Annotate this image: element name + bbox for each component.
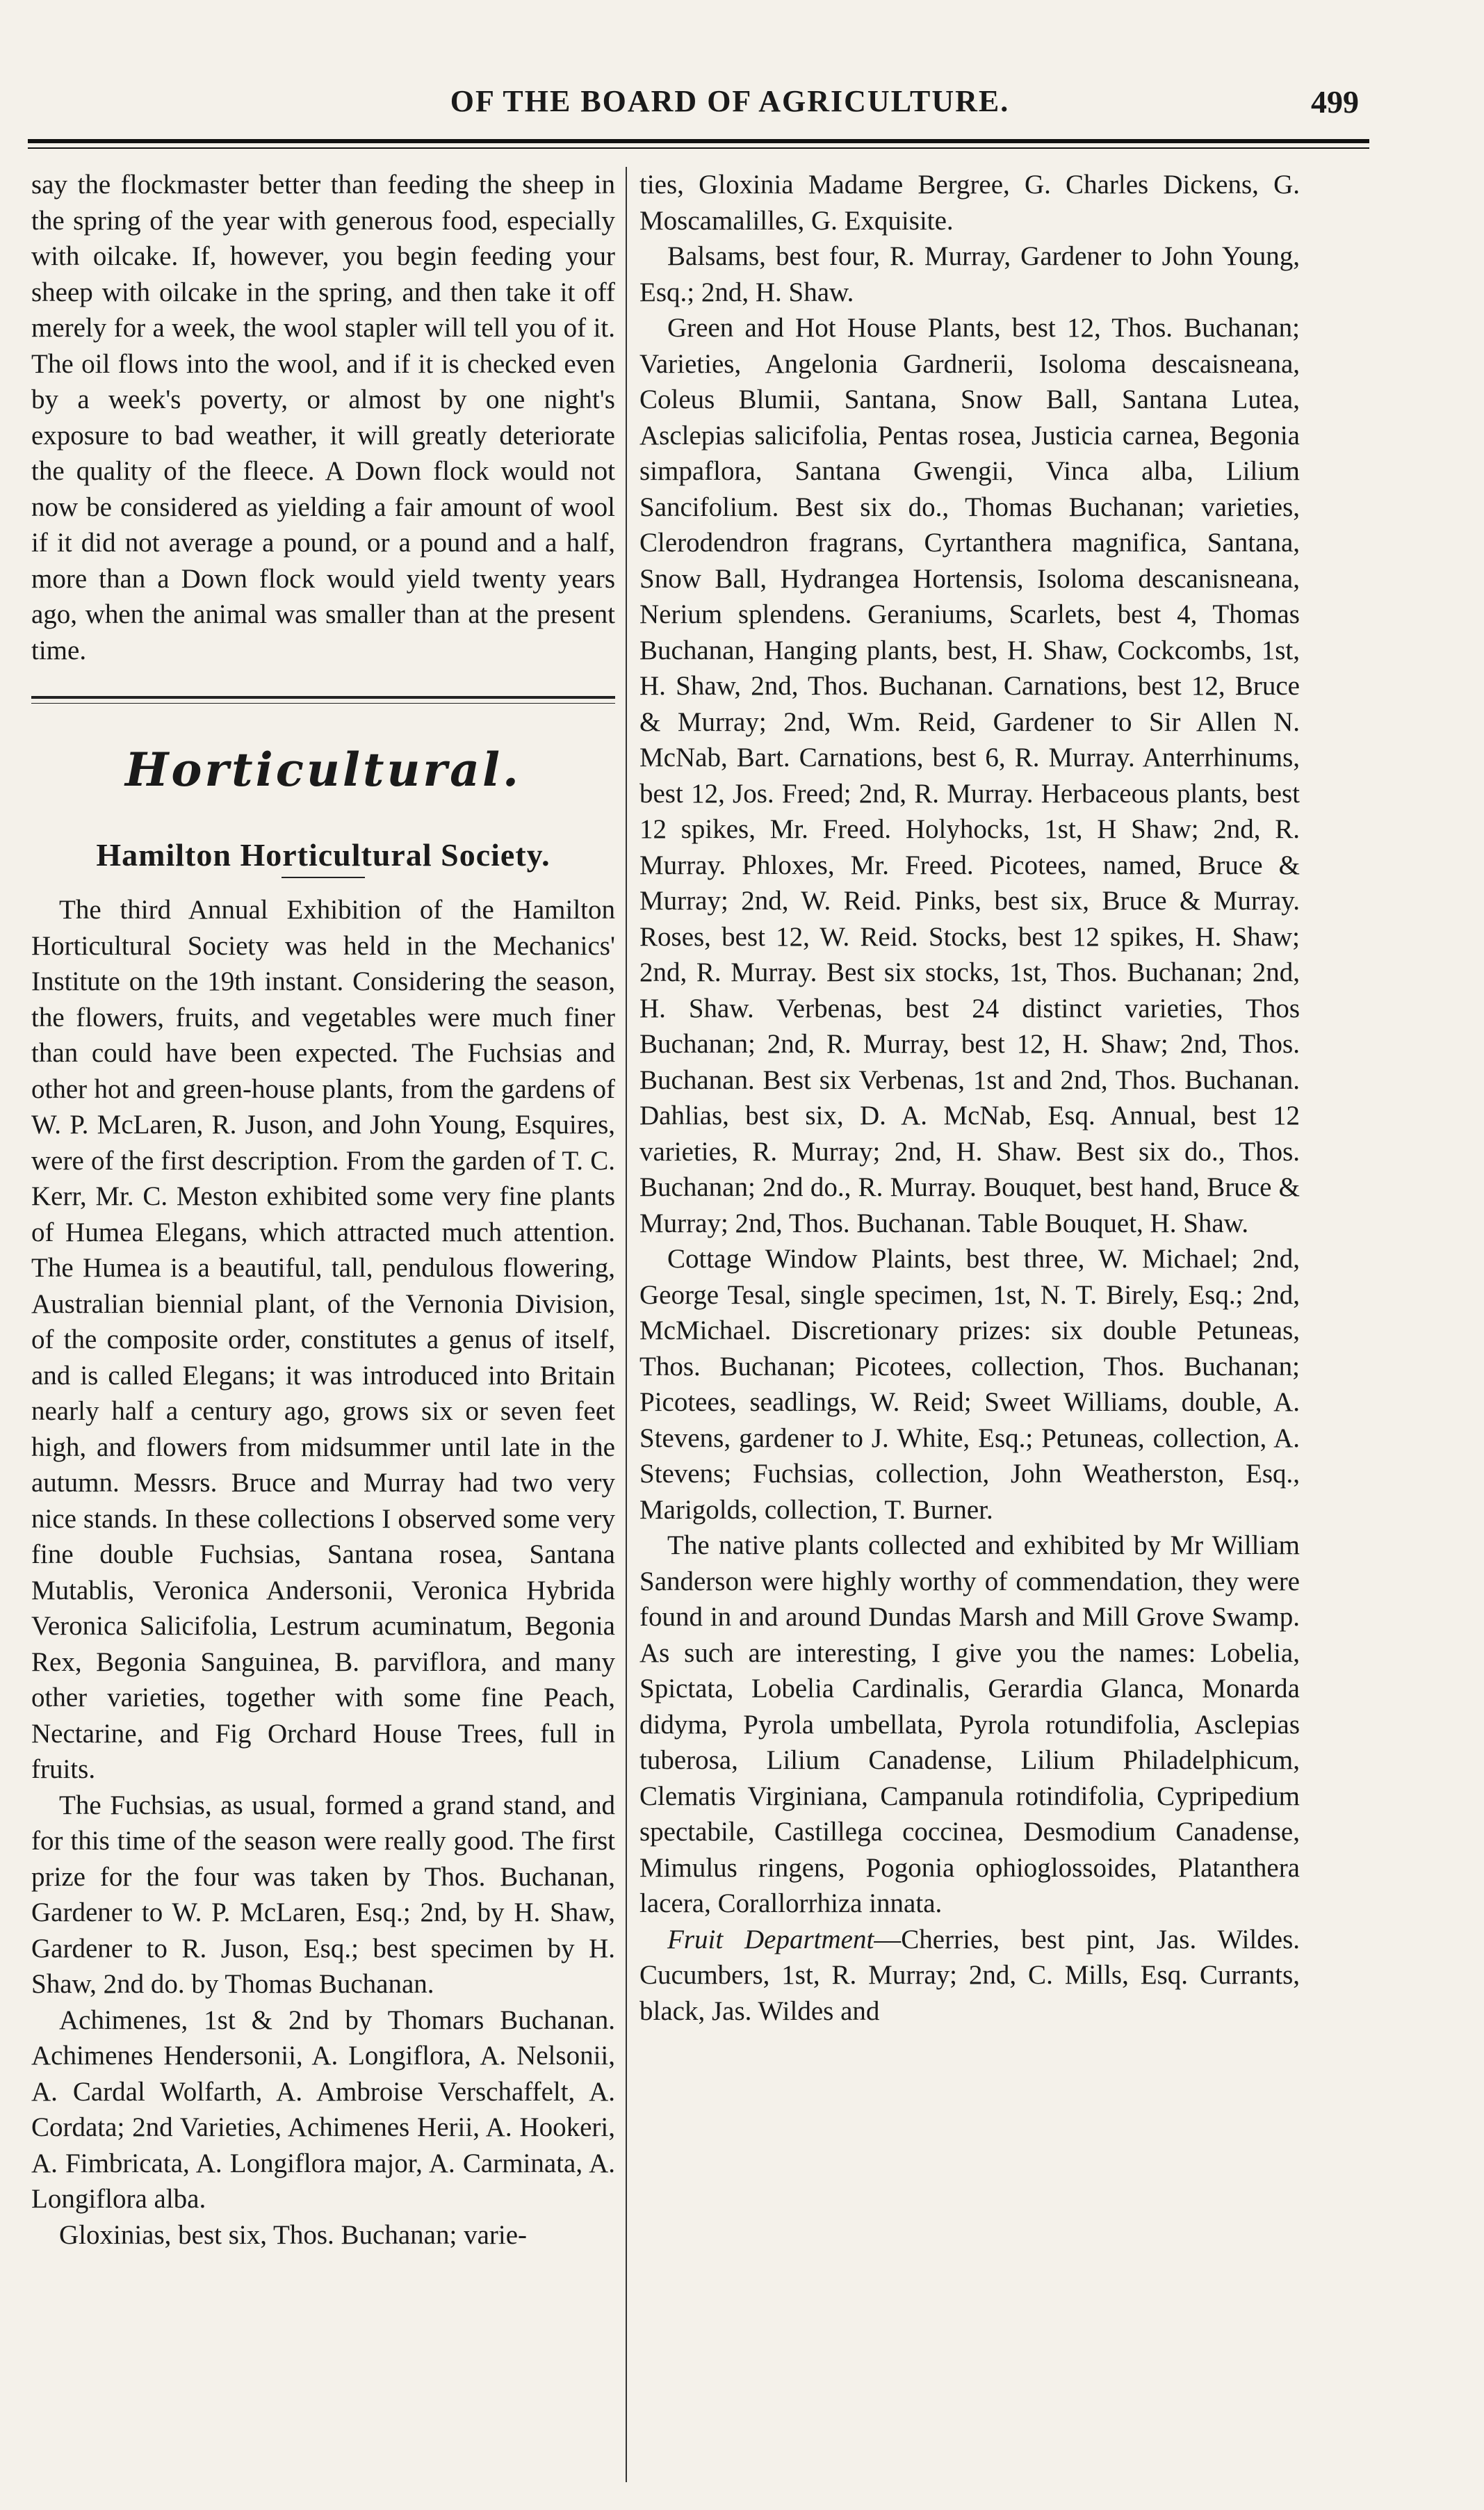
page-number: 499 [1311, 84, 1359, 120]
running-title: OF THE BOARD OF AGRICULTURE. [450, 84, 1010, 118]
article-paragraph: Balsams, best four, R. Murray, Gardener to John Young, Esq.; 2nd, H. Shaw. [639, 241, 1300, 307]
continuation-paragraph: say the flockmaster better than feeding the sheep in the spring of the year with generous food, especially with oilcake. If, however, you begin feeding your sheep with oilcake in the spring, and then take it off merely for a week, the wool stapler will tell you of it. The oil flows into the wool, and if it is checked even by a week's poverty, or almost by one night's exposure to bad weather, it will greatly deteriorate the quality of the fleece. A Down flock would not now be considered as yielding a fair amount of wool if it did not average a pound, or a pound and a half, more than a Down flock would yield twenty years ago, when the animal was smaller than at the present time. [31, 170, 615, 665]
title-underline [282, 877, 365, 878]
section-divider [31, 696, 615, 699]
article-paragraph: ties, Gloxinia Madame Bergree, G. Charles Dickens, G. Moscamalilles, G. Exquisite. [639, 170, 1300, 236]
fruit-department-text: —Cherries, best pint, Jas. Wildes. Cucumbers, 1st, R. Murray; 2nd, C. Mills, Esq. Currants, black, Jas. Wildes and [639, 1924, 1300, 2026]
article-paragraph: The third Annual Exhibition of the Hamilton Horticultural Society was held in the Mechanics' Institute on the 19th instant. Considering the season, the flowers, fruits, and vegetables were much finer than could have been expected. The Fuchsias and other hot and green-house plants, from the gardens of W. P. McLaren, R. Juson, and John Young, Esquires, were of the first description. From the garden of T. C. Kerr, Mr. C. Meston exhibited some very fine plants of Humea Elegans, which attracted much attention. The Humea is a beautiful, tall, pendulous flowering, Australian biennial plant, of the Vernonia Division, of the composite order, constitutes a genus of itself, and is called Elegans; it was introduced into Britain nearly half a century ago, grows six or seven feet high, and flowers from midsummer until late in the autumn. Messrs. Bruce and Murray had two very nice stands. In these collections I observed some very fine double Fuchsias, Santana rosea, Santana Mutablis, Veronica Andersonii, Veronica Hybrida Veronica Salicifolia, Lestrum acuminatum, Begonia Rex, Begonia Sanguinea, B. parviflora, and many other varieties, together with some fine Peach, Nectarine, and Fig Orchard House Trees, full in fruits. [31, 895, 615, 1784]
article-paragraph: Gloxinias, best six, Thos. Buchanan; varie- [59, 2219, 527, 2250]
left-column [31, 167, 615, 2496]
section-divider-thin [31, 703, 615, 704]
column-divider [626, 167, 627, 2482]
running-head [0, 83, 1484, 139]
section-heading: Horticultural. [124, 743, 521, 797]
header-rule-thin [28, 147, 1369, 149]
article-paragraph: The Fuchsias, as usual, formed a grand stand, and for this time of the season were really good. The first prize for the four was taken by Thos. Buchanan, Gardener to W. P. McLaren, Esq.; 2nd, by H. Shaw, Gardener to R. Juson, Esq.; best specimen by H. Shaw, 2nd do. by Thomas Buchanan. [31, 1790, 615, 1999]
fruit-department-label: Fruit Department [667, 1924, 874, 1954]
right-column [639, 167, 1300, 2496]
article-paragraph: The native plants collected and exhibited by Mr William Sanderson were highly worthy of commendation, they were found in and around Dundas Marsh and Mill Grove Swamp. As such are interesting, I give you the names: Lobelia, Spictata, Lobelia Cardinalis, Gerardia Glanca, Monarda didyma, Pyrola umbellata, Pyrola rotundifolia, Asclepias tuberosa, Lilium Canadense, Lilium Philadelphicum, Clematis Virginiana, Campanula rotindifolia, Cypripedium spectabile, Castillega coccinea, Desmodium Canadense, Mimulus ringens, Pogonia ophioglossoides, Platanthera lacera, Corallorrhiza innata. [639, 1530, 1300, 1918]
article-paragraph: Green and Hot House Plants, best 12, Thos. Buchanan; Varieties, Angelonia Gardnerii, Isoloma descaisneana, Coleus Blumii, Santana, Snow Ball, Santana Lutea, Asclepias salicifolia, Pentas rosea, Justicia carnea, Begonia simpaflora, Santana Gwengii, Vinca alba, Lilium Sancifolium. Best six do., Thomas Buchanan; varieties, Clerodendron fragrans, Cyrtanthera magnifica, Santana, Snow Ball, Hydrangea Hortensis, Isoloma descanisneana, Nerium splendens. Geraniums, Scarlets, best 4, Thomas Buchanan, Hanging plants, best, H. Shaw, Cockcombs, 1st, H. Shaw, 2nd, Thos. Buchanan. Carnations, best 12, Bruce & Murray; 2nd, Wm. Reid, Gardener to Sir Allen N. McNab, Bart. Carnations, best 6, R. Murray. Anterrhinums, best 12, Jos. Freed; 2nd, R. Murray. Herbaceous plants, best 12 spikes, Mr. Freed. Holyhocks, 1st, H Shaw; 2nd, R. Murray. Phloxes, Mr. Freed. Picotees, named, Bruce & Murray; 2nd, W. Reid. Pinks, best six, Bruce & Murray. Roses, best 12, W. Reid. Stocks, best 12 spikes, H. Shaw; 2nd, R. Murray. Best six stocks, 1st, Thos. Buchanan; 2nd, H. Shaw. Verbenas, best 24 distinct varieties, Thos Buchanan; 2nd, R. Murray, best 12, H. Shaw; 2nd, Thos. Buchanan. Best six Verbenas, 1st and 2nd, Thos. Buchanan. Dahlias, best six, D. A. McNab, Esq. Annual, best 12 varieties, R. Murray; 2nd, H. Shaw. Best six do., Thos. Buchanan; 2nd do., R. Murray. Bouquet, best hand, Bruce & Murray; 2nd, Thos. Buchanan. Table Bouquet, H. Shaw. [639, 313, 1300, 1238]
article-paragraph: Achimenes, 1st & 2nd by Thomars Buchanan. Achimenes Hendersonii, A. Longiflora, A. Nelsonii, A. Cardal Wolfarth, A. Ambroise Verschaffelt, A. Cordata; 2nd Varieties, Achimenes Herii, A. Hookeri, A. Fimbricata, A. Longiflora major, A. Carminata, A. Longiflora alba. [31, 2005, 615, 2214]
fruit-department-paragraph [639, 1922, 1300, 2030]
article-paragraph: Cottage Window Plaints, best three, W. Michael; 2nd, George Tesal, single specimen, 1st, N. T. Birely, Esq.; 2nd, McMichael. Discretionary prizes: six double Petuneas, Thos. Buchanan; Picotees, collection, Thos. Buchanan; Picotees, seadlings, W. Reid; Sweet Williams, double, A. Stevens, gardener to J. White, Esq.; Petuneas, collection, A. Stevens; Fuchsias, collection, John Weatherston, Esq., Marigolds, collection, T. Burner. [639, 1244, 1300, 1525]
header-rule [28, 139, 1369, 143]
article-title: Hamilton Horticultural Society. [96, 836, 551, 873]
